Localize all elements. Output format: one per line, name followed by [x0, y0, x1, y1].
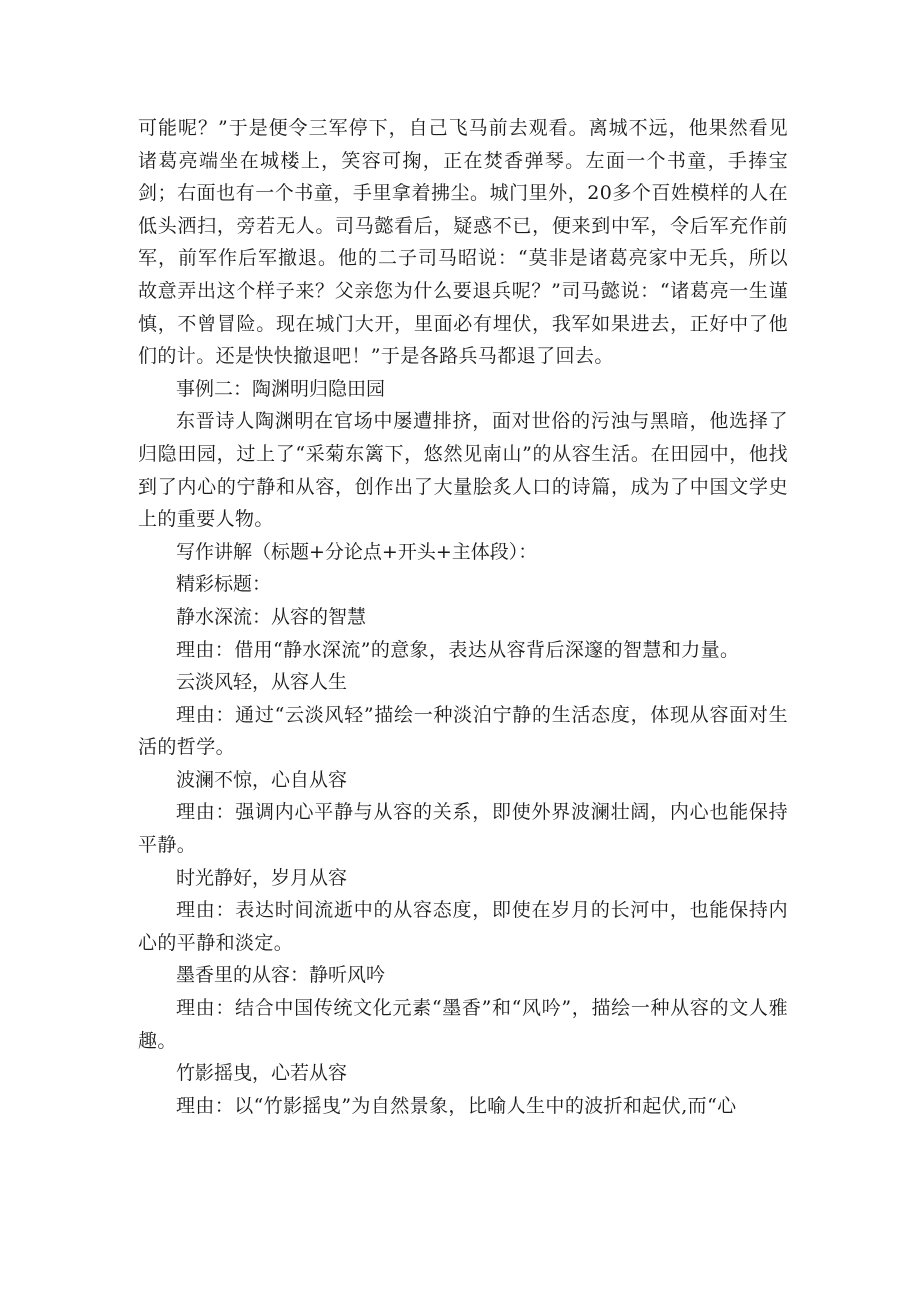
- title-reason-6: 理由：以“竹影摇曳”为自然景象，比喻人生中的波折和起伏,而“心: [176, 1094, 737, 1117]
- title-item-6: 竹影摇曳，心若从容: [176, 1062, 348, 1085]
- titles-heading: 精彩标题：: [176, 573, 272, 596]
- title-reason-3: 理由：强调内心平静与从容的关系，即使外界波澜壮阔，内心也能保持平静。: [138, 801, 788, 857]
- title-reason-1: 理由：借用“静水深流”的意象，表达从容背后深邃的智慧和力量。: [176, 638, 740, 661]
- writing-guide-heading: 写作讲解（标题+分论点+开头+主体段）：: [176, 540, 538, 563]
- title-item-5: 墨香里的从容：静听风吟: [176, 964, 386, 987]
- title-item-3: 波澜不惊，心自从容: [176, 768, 348, 791]
- document-page: [138, 112, 788, 1122]
- title-reason-5: 理由：结合中国传统文化元素“墨香”和“风吟”，描绘一种从容的文人雅趣。: [138, 997, 788, 1052]
- example-two-heading: 事例二：陶渊明归隐田园: [176, 377, 386, 400]
- title-item-4: 时光静好，岁月从容: [176, 866, 348, 889]
- title-item-2: 云淡风轻，从容人生: [176, 671, 348, 694]
- title-item-1: 静水深流：从容的智慧: [176, 605, 367, 628]
- title-reason-4: 理由：表达时间流逝中的从容态度，即使在岁月的长河中，也能保持内心的平静和淡定。: [138, 899, 788, 954]
- title-reason-2: 理由：通过“云淡风轻”描绘一种淡泊宁静的生活态度，体现从容面对生活的哲学。: [138, 703, 788, 759]
- tao-yuanming-paragraph: 东晋诗人陶渊明在官场中屡遭排挤，面对世俗的污浊与黑暗，他选择了归隐田园，过上了“采菊东篱下，悠然见南山”的从容生活。在田园中，他找到了内心的宁静和从容，创作出了大量脍炙人口的诗篇，成为了中国文学史上的重要人物。: [138, 410, 788, 531]
- story-paragraph-continued: 可能呢？”于是便令三军停下，自己飞马前去观看。离城不远，他果然看见诸葛亮端坐在城楼上，笑容可掬，正在焚香弹琴。左面一个书童，手捧宝剑；右面也有一个书童，手里拿着拂尘。城门里外，20多个百姓模样的人在低头洒扫，旁若无人。司马懿看后，疑惑不已，便来到中军，令后军充作前军，前军作后军撤退。他的二子司马昭说：“莫非是诸葛亮家中无兵，所以故意弄出这个样子来？父亲您为什么要退兵呢？”司马懿说：“诸葛亮一生谨慎，不曾冒险。现在城门大开，里面必有埋伏，我军如果进去，正好中了他们的计。还是快快撤退吧！”于是各路兵马都退了回去。: [138, 117, 788, 368]
